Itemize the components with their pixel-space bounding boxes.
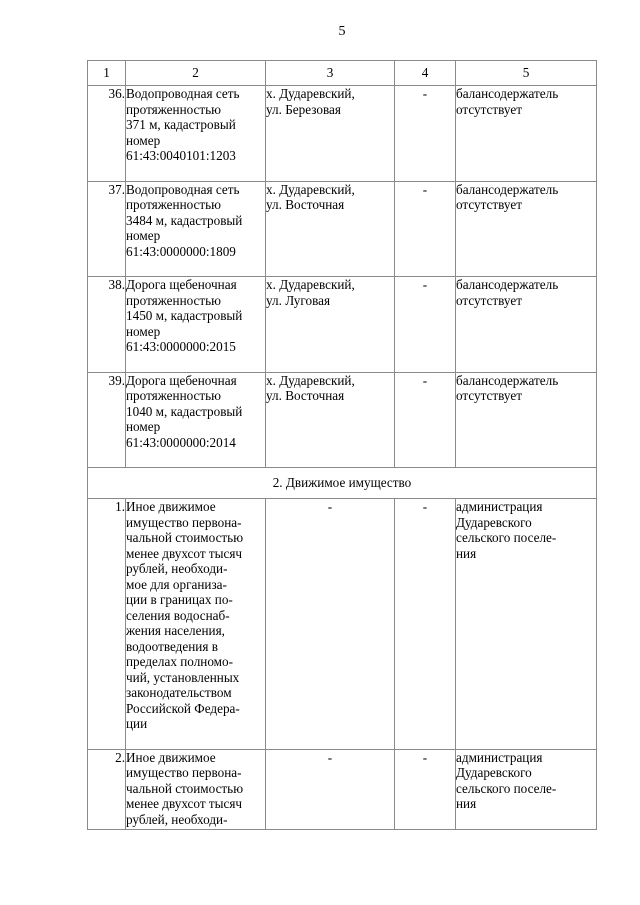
owner-line: администрация — [456, 499, 543, 514]
row-number: 39. — [88, 372, 126, 468]
table-row — [88, 277, 597, 373]
column-4-value: - — [395, 277, 456, 373]
column-header-5: 5 — [456, 61, 597, 86]
description-line: Водопроводная сеть — [126, 86, 240, 101]
column-header-3: 3 — [266, 61, 395, 86]
description-line: 3484 м, кадастровый — [126, 212, 243, 228]
owner-line: ния — [456, 545, 477, 561]
description-line: 61:43:0000000:1809 — [126, 243, 236, 259]
table-row — [88, 372, 597, 468]
description-line: рублей, необходи- — [126, 561, 228, 576]
column-header-1: 1 — [88, 61, 126, 86]
description-line: законодательством — [126, 685, 232, 700]
address-line: х. Дударевский, — [266, 277, 355, 292]
object-description — [126, 277, 266, 373]
owner-line: балансодержатель — [456, 372, 559, 388]
page-number: 5 — [338, 24, 346, 39]
address-line: ул. Восточная — [266, 388, 345, 403]
balance-holder — [456, 86, 597, 182]
description-line: жения населения, — [126, 623, 225, 638]
description-line: менее двухсот тысяч — [126, 545, 243, 561]
property-table — [87, 60, 597, 830]
object-address — [266, 277, 395, 373]
address-line: ул. Луговая — [266, 292, 331, 308]
owner-line: сельского поселе- — [456, 780, 557, 796]
column-4-value: - — [395, 181, 456, 277]
owner-line: администрация — [456, 749, 543, 765]
description-line: Дорога щебеночная — [126, 277, 237, 292]
balance-holder — [456, 181, 597, 277]
owner-line: Дударевского — [456, 514, 532, 530]
column-4-value: - — [395, 372, 456, 468]
address-line: х. Дударевский, — [266, 86, 355, 101]
description-line: протяженностью — [126, 292, 222, 308]
object-description — [126, 86, 266, 182]
description-line: имущество первона- — [126, 765, 242, 780]
description-line: протяженностью — [126, 388, 222, 403]
description-line: номер — [126, 323, 161, 339]
owner-line: отсутствует — [456, 292, 522, 308]
object-description — [126, 499, 266, 750]
description-line: чальной стоимостью — [126, 530, 244, 545]
column-4-value: - — [395, 86, 456, 182]
description-line: 61:43:0000000:2014 — [126, 434, 236, 450]
description-line: протяженностью — [126, 101, 222, 117]
owner-line: отсутствует — [456, 101, 522, 117]
address-line: х. Дударевский, — [266, 181, 355, 197]
object-address — [266, 372, 395, 468]
row-number: 1. — [88, 499, 126, 750]
owner-line: балансодержатель — [456, 277, 559, 292]
owner-line: отсутствует — [456, 388, 522, 403]
description-line: Дорога щебеночная — [126, 372, 237, 388]
row-number: 38. — [88, 277, 126, 373]
description-line: Водопроводная сеть — [126, 181, 240, 197]
description-line: менее двухсот тысяч — [126, 796, 243, 811]
column-header-4: 4 — [395, 61, 456, 86]
column-4-value: - — [395, 749, 456, 830]
description-line: 371 м, кадастровый — [126, 117, 236, 132]
description-line: Иное движимое — [126, 749, 216, 765]
balance-holder — [456, 277, 597, 373]
description-line: 1450 м, кадастровый — [126, 308, 243, 323]
owner-line: балансодержатель — [456, 86, 559, 101]
column-3-value: - — [266, 499, 395, 750]
owner-line: сельского поселе- — [456, 530, 557, 545]
description-line: ции в границах по- — [126, 592, 233, 607]
description-line: мое для организа- — [126, 576, 227, 592]
address-line: ул. Березовая — [266, 101, 341, 117]
description-line: Иное движимое — [126, 499, 216, 514]
table-row — [88, 181, 597, 277]
section-heading-row — [88, 468, 597, 499]
column-3-value: - — [266, 749, 395, 830]
table-row — [88, 86, 597, 182]
description-line: протяженностью — [126, 197, 222, 212]
description-line: водоотведения в — [126, 638, 218, 654]
object-description — [126, 372, 266, 468]
description-line: чальной стоимостью — [126, 780, 244, 796]
description-line: номер — [126, 419, 161, 434]
table-row — [88, 499, 597, 750]
description-line: 61:43:0040101:1203 — [126, 148, 236, 163]
balance-holder — [456, 372, 597, 468]
description-line: имущество первона- — [126, 514, 242, 530]
table-row — [88, 749, 597, 830]
description-line: 61:43:0000000:2015 — [126, 339, 236, 354]
description-line: пределах полномо- — [126, 654, 234, 669]
description-line: рублей, необходи- — [126, 811, 228, 827]
description-line: чий, установленных — [126, 669, 240, 685]
description-line: селения водоснаб- — [126, 607, 230, 623]
owner-line: балансодержатель — [456, 181, 559, 197]
description-line: ции — [126, 716, 148, 731]
description-line: номер — [126, 132, 161, 148]
address-line: ул. Восточная — [266, 197, 345, 212]
row-number: 36. — [88, 86, 126, 182]
owner-line: ния — [456, 796, 477, 811]
row-number: 2. — [88, 749, 126, 830]
description-line: Российской Федера- — [126, 700, 240, 716]
table-header-row — [88, 61, 597, 86]
object-description — [126, 749, 266, 830]
balance-holder — [456, 499, 597, 750]
section-title: 2. Движимое имущество — [88, 468, 597, 499]
owner-line: Дударевского — [456, 765, 532, 780]
description-line: номер — [126, 228, 161, 243]
object-address — [266, 181, 395, 277]
column-header-2: 2 — [126, 61, 266, 86]
column-4-value: - — [395, 499, 456, 750]
address-line: х. Дударевский, — [266, 372, 355, 388]
object-address — [266, 86, 395, 182]
row-number: 37. — [88, 181, 126, 277]
owner-line: отсутствует — [456, 197, 522, 212]
balance-holder — [456, 749, 597, 830]
object-description — [126, 181, 266, 277]
description-line: 1040 м, кадастровый — [126, 403, 243, 419]
